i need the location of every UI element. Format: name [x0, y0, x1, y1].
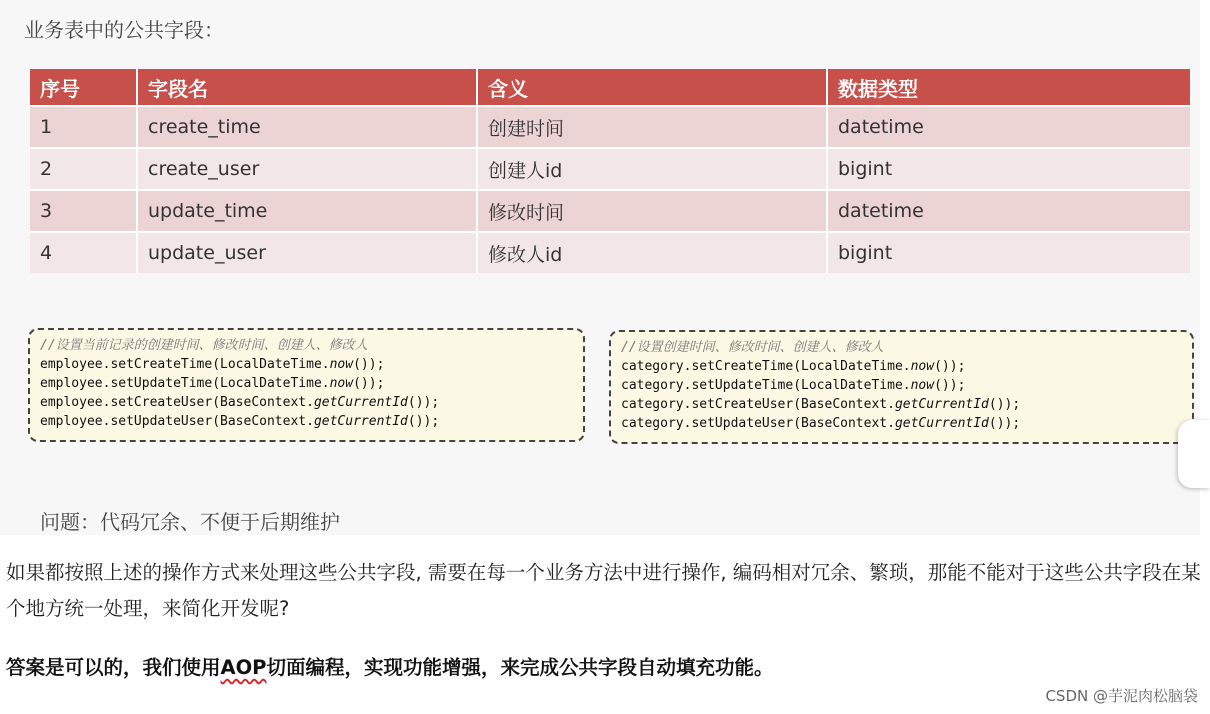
table-cell: 创建时间	[478, 105, 828, 147]
table-cell: 修改时间	[478, 189, 828, 231]
code-comment: //设置当前记录的创建时间、修改时间、创建人、修改人	[40, 338, 368, 353]
article-answer: 答案是可以的，我们使用AOP切面编程，实现功能增强，来完成公共字段自动填充功能。	[6, 656, 774, 679]
table-cell: 创建人id	[478, 147, 828, 189]
column-header: 序号	[30, 69, 138, 105]
common-fields-table	[30, 69, 1190, 273]
table-cell: 2	[30, 147, 138, 189]
code-snippet-employee: //设置当前记录的创建时间、修改时间、创建人、修改人 employee.setCreateTime(LocalDateTime.now()); employee.setUpdateTime(LocalDateTime.now()); employee.setCreateUser(BaseContext.getCurrentId()); employee.setUpdateUser(BaseContext.getCurrentId());	[28, 328, 585, 442]
table-cell: create_time	[138, 105, 478, 147]
table-cell: datetime	[828, 105, 1190, 147]
table-row	[30, 105, 1190, 147]
side-scroll-handle[interactable]	[1178, 420, 1210, 488]
aop-term: AOP	[220, 656, 267, 679]
table-row	[30, 147, 1190, 189]
table-header-row	[30, 69, 1190, 105]
table-cell: create_user	[138, 147, 478, 189]
column-header: 数据类型	[828, 69, 1190, 105]
table-cell: 1	[30, 105, 138, 147]
code-snippet-category: //设置创建时间、修改时间、创建人、修改人 category.setCreateTime(LocalDateTime.now()); category.setUpdateTime(LocalDateTime.now()); category.setCreateUser(BaseContext.getCurrentId()); category.setUpdateUser(BaseContext.getCurrentId());	[609, 330, 1194, 444]
table-cell: 3	[30, 189, 138, 231]
csdn-watermark: CSDN @芋泥肉松脑袋	[1045, 687, 1198, 705]
problem-statement: 问题：代码冗余、不便于后期维护	[40, 510, 340, 534]
table-cell: 4	[30, 231, 138, 273]
table-row	[30, 189, 1190, 231]
table-cell: bigint	[828, 231, 1190, 273]
slide-title: 业务表中的公共字段：	[24, 18, 224, 42]
table-row	[30, 231, 1190, 273]
table-cell: datetime	[828, 189, 1190, 231]
table-cell: update_user	[138, 231, 478, 273]
table-cell: bigint	[828, 147, 1190, 189]
table-cell: update_time	[138, 189, 478, 231]
code-comment: //设置创建时间、修改时间、创建人、修改人	[621, 340, 884, 355]
column-header: 字段名	[138, 69, 478, 105]
article-paragraph: 如果都按照上述的操作方式来处理这些公共字段, 需要在每一个业务方法中进行操作, 编码相对冗余、繁琐，那能不能对于这些公共字段在某个地方统一处理，来简化开发呢?	[6, 561, 1201, 620]
table-cell: 修改人id	[478, 231, 828, 273]
column-header: 含义	[478, 69, 828, 105]
